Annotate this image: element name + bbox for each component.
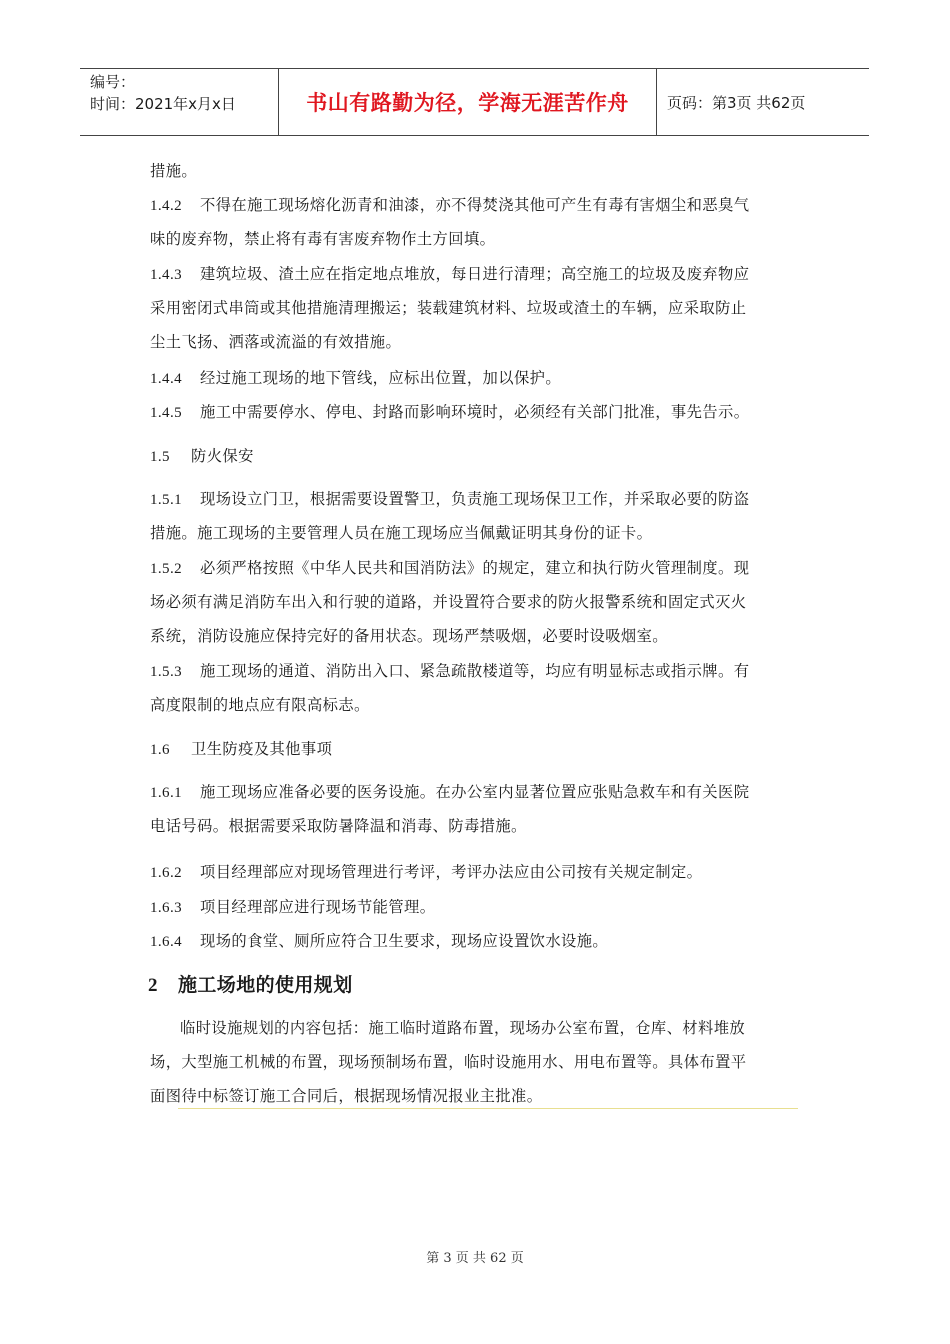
item-number: 1.5.1 [150,492,182,508]
item-1-4-4: 1.4.4 经过施工现场的地下管线，应标出位置，加以保护。 [150,369,562,387]
header-motto-cell [279,69,657,135]
paragraph-line: 措施。 [150,162,198,180]
paragraph-line: 临时设施规划的内容包括：施工临时道路布置，现场办公室布置，仓库、材料堆放 [180,1019,746,1037]
section-title: 施工场地的使用规划 [178,974,353,996]
motto: 书山有路勤为径，学海无涯苦作舟 [306,90,629,115]
item-1-6-3: 1.6.3 项目经理部应进行现场节能管理。 [150,898,436,916]
underline-mark [178,1108,798,1109]
item-1-6-4: 1.6.4 现场的食堂、厕所应符合卫生要求，现场应设置饮水设施。 [150,932,609,950]
header-meta [80,69,279,135]
section-1-5-heading: 1.5 防火保安 [150,447,254,465]
item-number: 1.4.4 [150,371,182,387]
item-number: 1.6.1 [150,785,182,801]
page-header [80,68,869,136]
item-1-4-5: 1.4.5 施工中需要停水、停电、封路而影响环境时，必须经有关部门批准，事先告示。 [150,403,750,421]
paragraph-line: 采用密闭式串筒或其他措施清理搬运；装载建筑材料、垃圾或渣土的车辆，应采取防止 [150,299,747,317]
paragraph-line: 场，大型施工机械的布置，现场预制场布置，临时设施用水、用电布置等。具体布置平 [150,1053,747,1071]
item-1-6-1: 1.6.1 施工现场应准备必要的医务设施。在办公室内显著位置应张贴急救车和有关医院 [150,783,750,801]
item-1-5-3: 1.5.3 施工现场的通道、消防出入口、紧急疏散楼道等，均应有明显标志或指示牌。有 [150,662,750,680]
item-1-6-2: 1.6.2 项目经理部应对现场管理进行考评，考评办法应由公司按有关规定制定。 [150,863,703,881]
page-label: 页码：第3页 共62页 [667,93,806,112]
item-number: 1.4.5 [150,405,182,421]
item-1-5-1: 1.5.1 现场设立门卫，根据需要设置警卫，负责施工现场保卫工作，并采取必要的防盗 [150,490,750,508]
item-1-4-3: 1.4.3 建筑垃圾、渣土应在指定地点堆放，每日进行清理；高空施工的垃圾及废弃物应 [150,265,750,283]
item-number: 1.4.3 [150,267,182,283]
item-number: 1.5.2 [150,561,182,577]
item-number: 1.6.3 [150,900,182,916]
paragraph-line: 电话号码。根据需要采取防暑降温和消毒、防毒措施。 [150,817,527,835]
item-number: 1.6 [150,742,170,758]
paragraph-line: 系统，消防设施应保持完好的备用状态。现场严禁吸烟，必要时设吸烟室。 [150,627,668,645]
paragraph-line: 面图待中标签订施工合同后，根据现场情况报业主批准。 [150,1087,543,1105]
paragraph-line: 高度限制的地点应有限高标志。 [150,696,370,714]
header-page-cell [657,69,869,135]
item-number: 1.5.3 [150,664,182,680]
code-label: 编号： [90,73,136,91]
item-number: 1.6.2 [150,865,182,881]
section-2-heading [148,970,808,997]
page-footer: 第 3 页 共 62 页 [426,1251,524,1266]
item-number: 1.6.4 [150,934,182,950]
section-1-6-heading: 1.6 卫生防疫及其他事项 [150,740,333,758]
item-1-4-2: 1.4.2 不得在施工现场熔化沥青和油漆，亦不得焚浇其他可产生有毒有害烟尘和恶臭气 [150,196,750,214]
paragraph-line: 味的废弃物，禁止将有毒有害废弃物作土方回填。 [150,230,496,248]
paragraph-line: 尘土飞扬、洒落或流溢的有效措施。 [150,333,402,351]
item-number: 1.4.2 [150,198,182,214]
item-1-5-2: 1.5.2 必须严格按照《中华人民共和国消防法》的规定，建立和执行防火管理制度。现 [150,559,750,577]
date-label: 时间：2021年x月x日 [90,95,236,113]
section-number: 2 [148,975,158,996]
paragraph-line: 场必须有满足消防车出入和行驶的道路，并设置符合要求的防火报警系统和固定式灭火 [150,593,747,611]
item-number: 1.5 [150,449,170,465]
paragraph-line: 措施。施工现场的主要管理人员在施工现场应当佩戴证明其身份的证卡。 [150,524,653,542]
